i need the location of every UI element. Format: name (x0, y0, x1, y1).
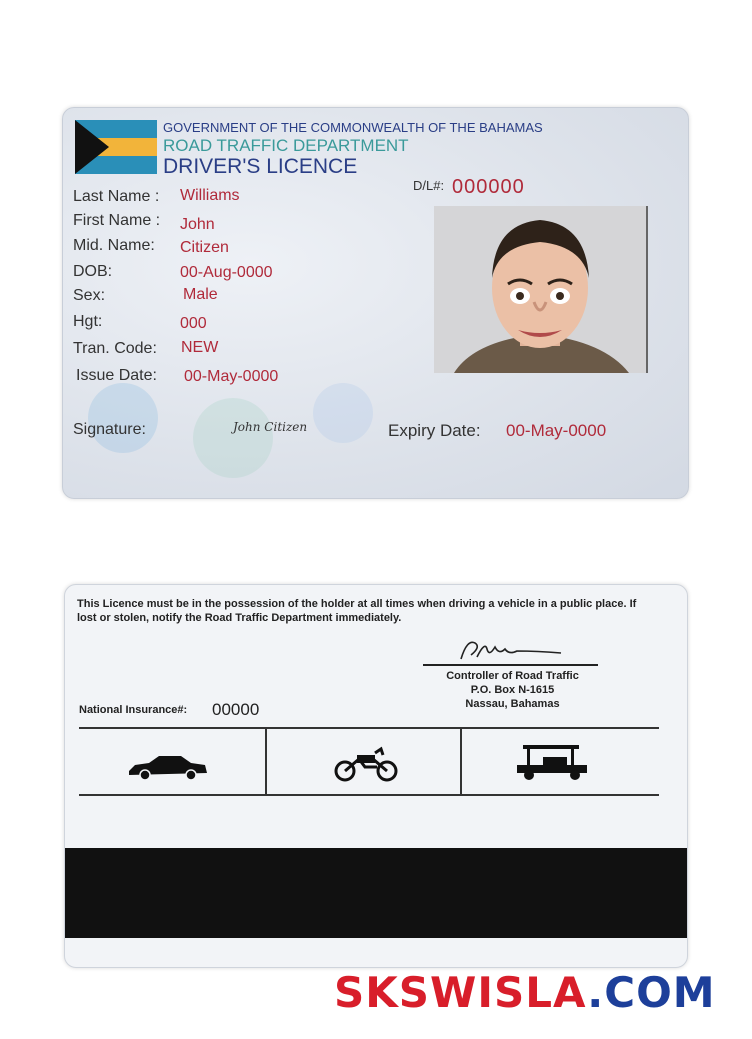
controller-signature-icon (457, 637, 567, 665)
licence-title: DRIVER'S LICENCE (163, 155, 358, 178)
dob-label: DOB: (73, 263, 113, 280)
car-icon (127, 753, 209, 781)
sex-value: Male (183, 286, 218, 303)
dl-number-value: 000000 (452, 176, 525, 198)
tran-code-label: Tran. Code: (73, 340, 157, 357)
middle-name-value: Citizen (180, 239, 229, 256)
expiry-date-label: Expiry Date: (388, 421, 481, 440)
middle-name-label: Mid. Name: (73, 237, 155, 254)
vehicle-table-divider (460, 729, 462, 794)
vehicle-table-divider (265, 729, 267, 794)
vehicle-table-top-border (79, 727, 659, 729)
issue-date-label: Issue Date: (76, 367, 157, 384)
holder-photo (434, 206, 648, 373)
height-value: 000 (180, 315, 207, 332)
national-insurance-value: 00000 (212, 700, 260, 719)
controller-po-box: P.O. Box N-1615 (470, 684, 555, 696)
first-name-label: First Name : (73, 212, 161, 229)
sex-label: Sex: (73, 287, 106, 304)
last-name-value: Williams (180, 187, 240, 204)
bahamas-flag-icon (75, 120, 157, 174)
signature-label: Signature: (73, 421, 146, 438)
height-label: Hgt: (73, 313, 103, 330)
holder-signature: John Citizen (233, 420, 308, 434)
controller-city: Nassau, Bahamas (465, 698, 560, 710)
licence-back (64, 584, 688, 968)
national-insurance-label: National Insurance#: (79, 704, 188, 716)
department-header: ROAD TRAFFIC DEPARTMENT (163, 136, 409, 155)
dl-number-label: D/L#: (413, 178, 445, 193)
brand-name: SKSWISLA (334, 968, 588, 1017)
golf-cart-icon (513, 743, 591, 781)
vehicle-table-bottom-border (79, 794, 659, 796)
controller-address (425, 669, 600, 711)
brand-domain: .COM (587, 968, 716, 1017)
possession-notice: This Licence must be in the possession of the holder at all times when driving a vehicle in a public place. If lost or stolen, notify the Road Traffic Department immediately. (77, 598, 637, 624)
issue-date-value: 00-May-0000 (184, 368, 279, 385)
motorcycle-icon (333, 745, 399, 783)
expiry-date-value: 00-May-0000 (506, 421, 607, 440)
controller-title: Controller of Road Traffic (446, 670, 579, 682)
brand-watermark (334, 968, 716, 1017)
last-name-label: Last Name : (73, 188, 160, 205)
portrait-icon (434, 206, 646, 373)
magnetic-stripe (65, 848, 687, 938)
controller-signature-line (423, 664, 598, 666)
first-name-value: John (180, 216, 215, 233)
tran-code-value: NEW (181, 339, 219, 356)
government-header: GOVERNMENT OF THE COMMONWEALTH OF THE BAHAMAS (163, 120, 543, 135)
licence-front (62, 107, 689, 499)
dob-value: 00-Aug-0000 (180, 264, 273, 281)
